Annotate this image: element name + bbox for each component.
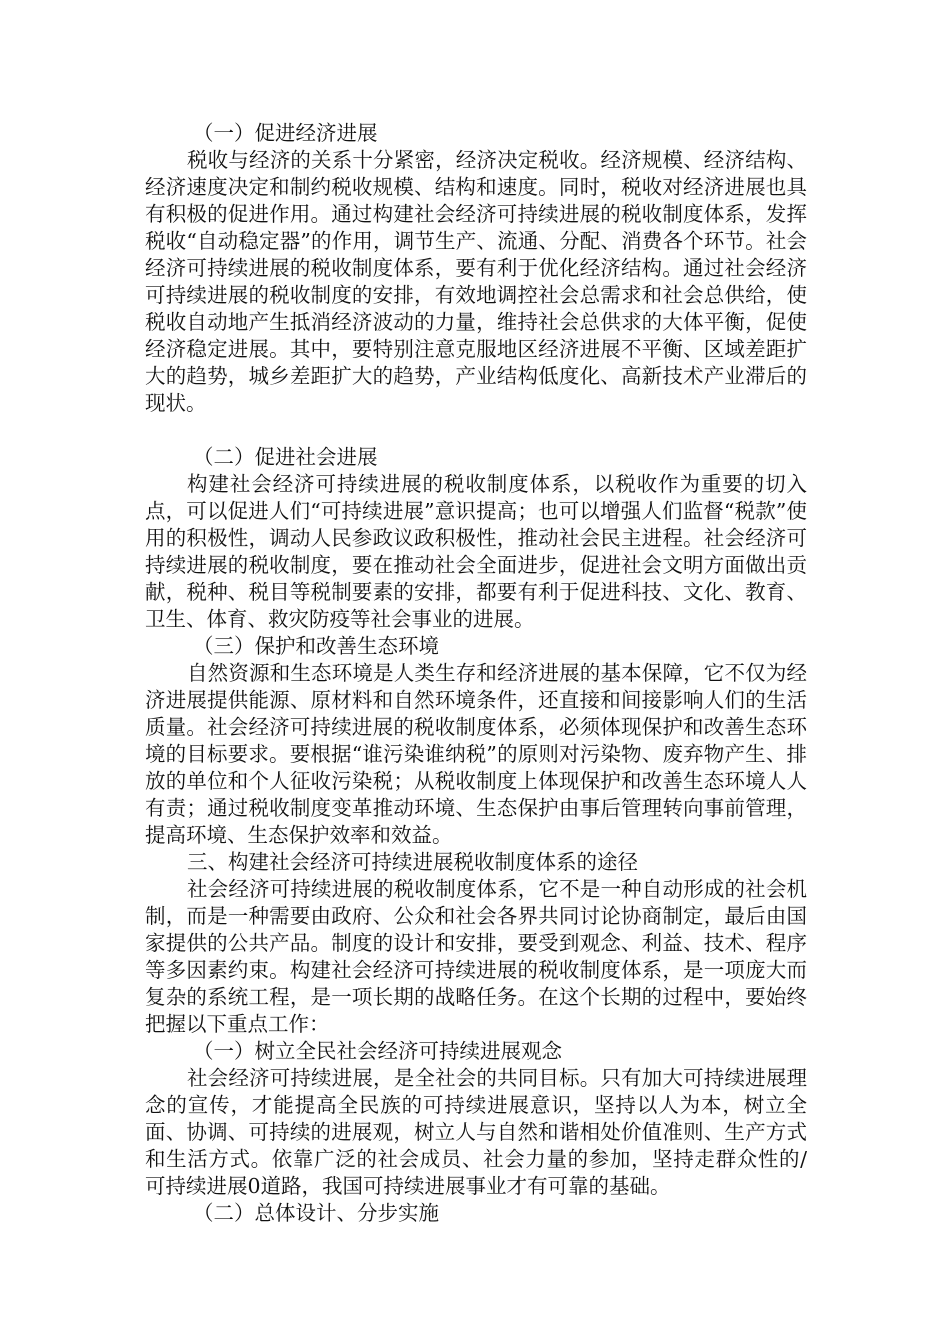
document-page xyxy=(145,120,807,1227)
section-body-economy: 税收与经济的关系十分紧密，经济决定税收。经济规模、经济结构、经济速度决定和制约税收规模、结构和速度。同时，税收对经济进展也具有积极的促进作用。通过构建社会经济可持续进展的税收制度体系，发挥税收“自动稳定器”的作用，调节生产、流通、分配、消费各个环节。社会经济可持续进展的税收制度体系，要有利于优化经济结构。通过社会经济可持续进展的税收制度的安排，有效地调控社会总需求和社会总供给，使税收自动地产生抵消经济波动的力量，维持社会总供求的大体平衡，促使经济稳定进展。其中，要特别注意克服地区经济进展不平衡、区域差距扩大的趋势，城乡差距扩大的趋势，产业结构低度化、高新技术产业滞后的现状。 xyxy=(145,148,807,415)
section-heading-environment: （三）保护和改善生态环境 xyxy=(193,634,439,658)
section-heading-economy: （一）促进经济进展 xyxy=(193,121,378,145)
section-heading-awareness: （一）树立全民社会经济可持续进展观念 xyxy=(193,1039,562,1063)
section-body-approach: 社会经济可持续进展的税收制度体系，它不是一种自动形成的社会机制，而是一种需要由政府、公众和社会各界共同讨论协商制定，最后由国家提供的公共产品。制度的设计和安排，要受到观念、利益、技术、程序等多因素约束。构建社会经济可持续进展的税收制度体系，是一项庞大而复杂的系统工程，是一项长期的战略任务。在这个长期的过程中，要始终把握以下重点工作： xyxy=(145,877,807,1036)
section-body-society: 构建社会经济可持续进展的税收制度体系，以税收作为重要的切入点，可以促进人们“可持续进展”意识提高；也可以增强人们监督“税款”使用的积极性，调动人民参政议政积极性，推动社会民主进程。社会经济可持续进展的税收制度，要在推动社会全面进步，促进社会文明方面做出贡献，税种、税目等税制要素的安排，都要有利于促进科技、文化、教育、卫生、体育、救灾防疫等社会事业的进展。 xyxy=(145,472,807,631)
section-body-environment: 自然资源和生态环境是人类生存和经济进展的基本保障，它不仅为经济进展提供能源、原材料和自然环境条件，还直接和间接影响人们的生活质量。社会经济可持续进展的税收制度体系，必须体现保护和改善生态环境的目标要求。要根据“谁污染谁纳税”的原则对污染物、废弃物产生、排放的单位和个人征收污染税；从税收制度上体现保护和改善生态环境人人有责；通过税收制度变革推动环境、生态保护由事后管理转向事前管理，提高环境、生态保护效率和效益。 xyxy=(145,661,807,847)
section-heading-society: （二）促进社会进展 xyxy=(193,445,378,469)
section-heading-design: （二）总体设计、分步实施 xyxy=(193,1201,439,1225)
section-heading-approach: 三、构建社会经济可持续进展税收制度体系的途径 xyxy=(187,850,638,874)
section-body-awareness: 社会经济可持续进展，是全社会的共同目标。只有加大可持续进展理念的宣传，才能提高全民族的可持续进展意识，坚持以人为本，树立全面、协调、可持续的进展观，树立人与自然和谐相处价值准则、生产方式和生活方式。依靠广泛的社会成员、社会力量的参加，坚持走群众性的/可持续进展0道路，我国可持续进展事业才有可靠的基础。 xyxy=(145,1066,807,1198)
paragraph-gap xyxy=(145,417,807,444)
